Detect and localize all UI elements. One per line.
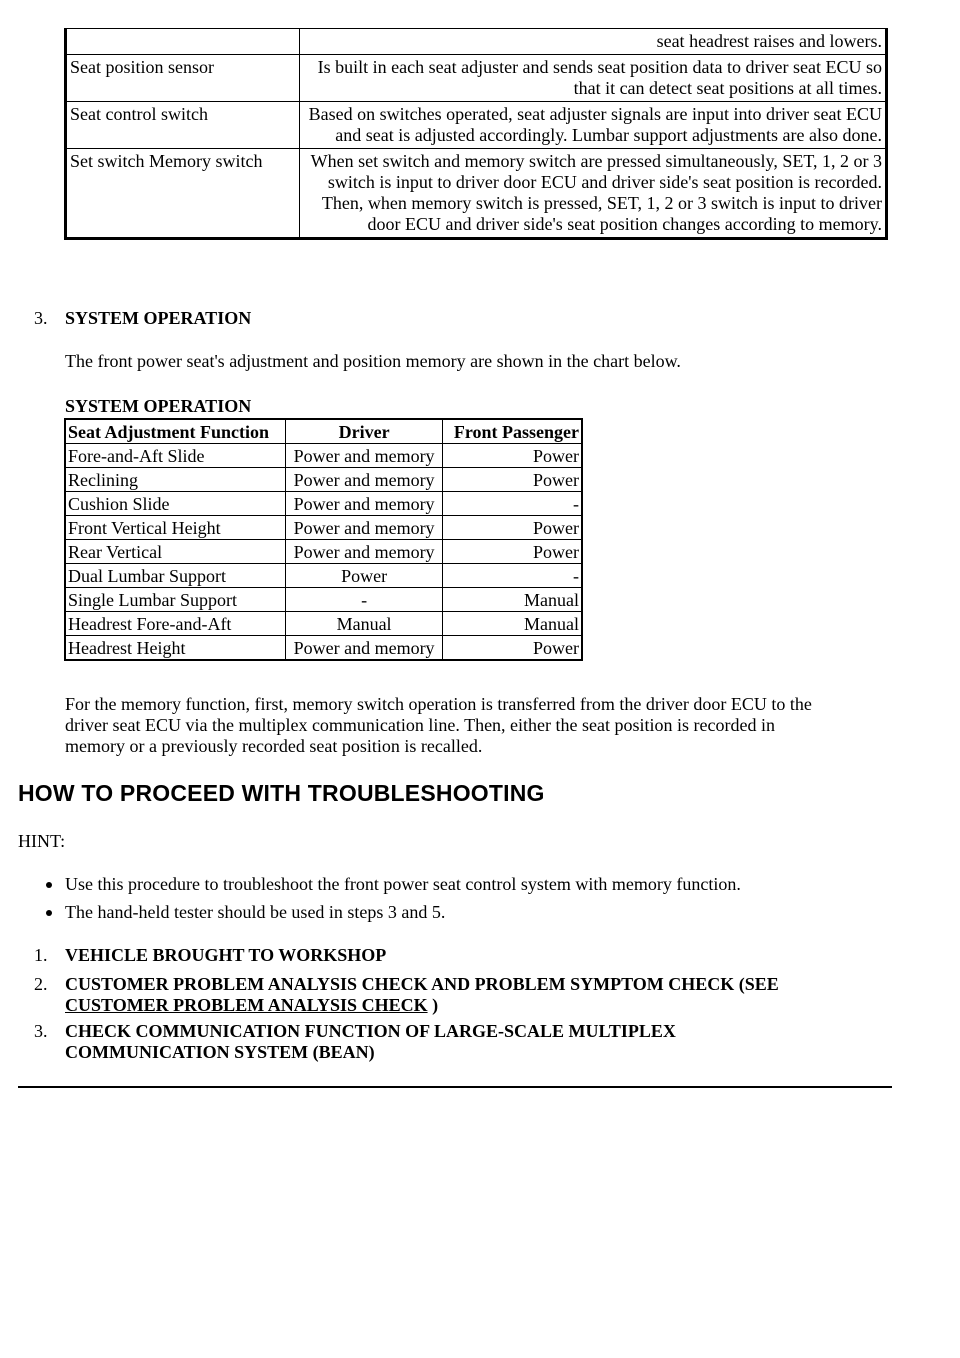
- step-number: 1.: [34, 945, 48, 965]
- component-name: Seat position sensor: [66, 55, 300, 102]
- table-cell: Rear Vertical: [65, 540, 286, 564]
- table-header-row: [65, 419, 582, 444]
- table-row: [65, 636, 582, 661]
- table-row: [66, 102, 887, 149]
- system-operation-table: [64, 418, 583, 661]
- component-description: seat headrest raises and lowers.: [300, 29, 887, 55]
- hint-text: Use this procedure to troubleshoot the front power seat control system with memory function.: [65, 874, 741, 894]
- table-row: [65, 516, 582, 540]
- component-description: When set switch and memory switch are pressed simultaneously, SET, 1, 2 or 3 switch is input to driver door ECU and driver side's seat position is recorded. Then, when memory switch is pressed, SET, 1, 2 or 3 switch is input to driver door ECU and driver side's seat position changes according to memory.: [300, 149, 887, 239]
- table-cell: Power: [442, 516, 582, 540]
- table-cell: Power and memory: [286, 492, 442, 516]
- table-cell: Power and memory: [286, 468, 442, 492]
- table-cell: Power: [286, 564, 442, 588]
- table-cell: Single Lumbar Support: [65, 588, 286, 612]
- step-title-continuation: [65, 995, 885, 1016]
- table-cell: Manual: [286, 612, 442, 636]
- component-table: [64, 28, 888, 240]
- table-cell: Power: [442, 540, 582, 564]
- step-title: CHECK COMMUNICATION FUNCTION OF LARGE-SCALE MULTIPLEX: [65, 1021, 676, 1041]
- hint-label: HINT:: [18, 831, 66, 851]
- step-title: COMMUNICATION SYSTEM (BEAN): [65, 1042, 375, 1062]
- table-cell: Power and memory: [286, 516, 442, 540]
- section-title: SYSTEM OPERATION: [65, 308, 252, 328]
- memory-note-line: For the memory function, first, memory switch operation is transferred from the driver door ECU to the: [65, 694, 812, 714]
- table-cell: Power and memory: [286, 444, 442, 468]
- table-row: [65, 564, 582, 588]
- section-number: 3.: [34, 308, 48, 328]
- table-cell: Manual: [442, 612, 582, 636]
- bullet-icon: [46, 910, 52, 916]
- section-intro: The front power seat's adjustment and position memory are shown in the chart below.: [65, 351, 681, 371]
- table-row: [65, 540, 582, 564]
- table-cell: Manual: [442, 588, 582, 612]
- step-title-suffix: ): [427, 995, 439, 1015]
- customer-problem-analysis-link[interactable]: CUSTOMER PROBLEM ANALYSIS CHECK: [65, 995, 428, 1015]
- table-cell: Headrest Height: [65, 636, 286, 661]
- column-header: Driver: [286, 419, 442, 444]
- component-description: Based on switches operated, seat adjuster signals are input into driver seat ECU and seat is adjusted accordingly. Lumbar support adjustments are also done.: [300, 102, 887, 149]
- hint-list: [46, 874, 741, 930]
- table-cell: Power: [442, 444, 582, 468]
- table-cell: Cushion Slide: [65, 492, 286, 516]
- step-number: 2.: [34, 974, 48, 994]
- table-cell: Power: [442, 636, 582, 661]
- step-title: VEHICLE BROUGHT TO WORKSHOP: [65, 945, 387, 965]
- component-description: Is built in each seat adjuster and sends seat position data to driver seat ECU so that it can detect seat positions at all times.: [300, 55, 887, 102]
- list-item: [46, 902, 741, 923]
- table-row: [65, 468, 582, 492]
- table-cell: Reclining: [65, 468, 286, 492]
- step-title: CUSTOMER PROBLEM ANALYSIS CHECK AND PROBLEM SYMPTOM CHECK (SEE: [65, 974, 779, 994]
- table-row: [65, 492, 582, 516]
- table-cell: Front Vertical Height: [65, 516, 286, 540]
- column-header: Seat Adjustment Function: [65, 419, 286, 444]
- step-number: 3.: [34, 1021, 48, 1041]
- table-cell: Fore-and-Aft Slide: [65, 444, 286, 468]
- memory-note-line: memory or a previously recorded seat position is recalled.: [65, 736, 483, 756]
- table-cell: Power and memory: [286, 540, 442, 564]
- table-cell: Headrest Fore-and-Aft: [65, 612, 286, 636]
- table-row: [65, 588, 582, 612]
- component-name: [66, 29, 300, 55]
- table-caption: SYSTEM OPERATION: [65, 396, 252, 416]
- table-row: [65, 444, 582, 468]
- table-row: [65, 612, 582, 636]
- table-row: [66, 55, 887, 102]
- column-header: Front Passenger: [442, 419, 582, 444]
- table-cell: -: [442, 492, 582, 516]
- bullet-icon: [46, 882, 52, 888]
- component-name: Seat control switch: [66, 102, 300, 149]
- table-cell: Dual Lumbar Support: [65, 564, 286, 588]
- list-item: [46, 874, 741, 895]
- table-cell: -: [286, 588, 442, 612]
- table-row: [66, 29, 887, 55]
- table-cell: Power and memory: [286, 636, 442, 661]
- troubleshooting-heading: HOW TO PROCEED WITH TROUBLESHOOTING: [18, 780, 545, 806]
- hint-text: The hand-held tester should be used in steps 3 and 5.: [65, 902, 446, 922]
- horizontal-divider: [18, 1086, 892, 1088]
- table-cell: -: [442, 564, 582, 588]
- table-cell: Power: [442, 468, 582, 492]
- component-name: Set switch Memory switch: [66, 149, 300, 239]
- memory-note-line: driver seat ECU via the multiplex communication line. Then, either the seat position is recorded in: [65, 715, 775, 735]
- table-row: [66, 149, 887, 239]
